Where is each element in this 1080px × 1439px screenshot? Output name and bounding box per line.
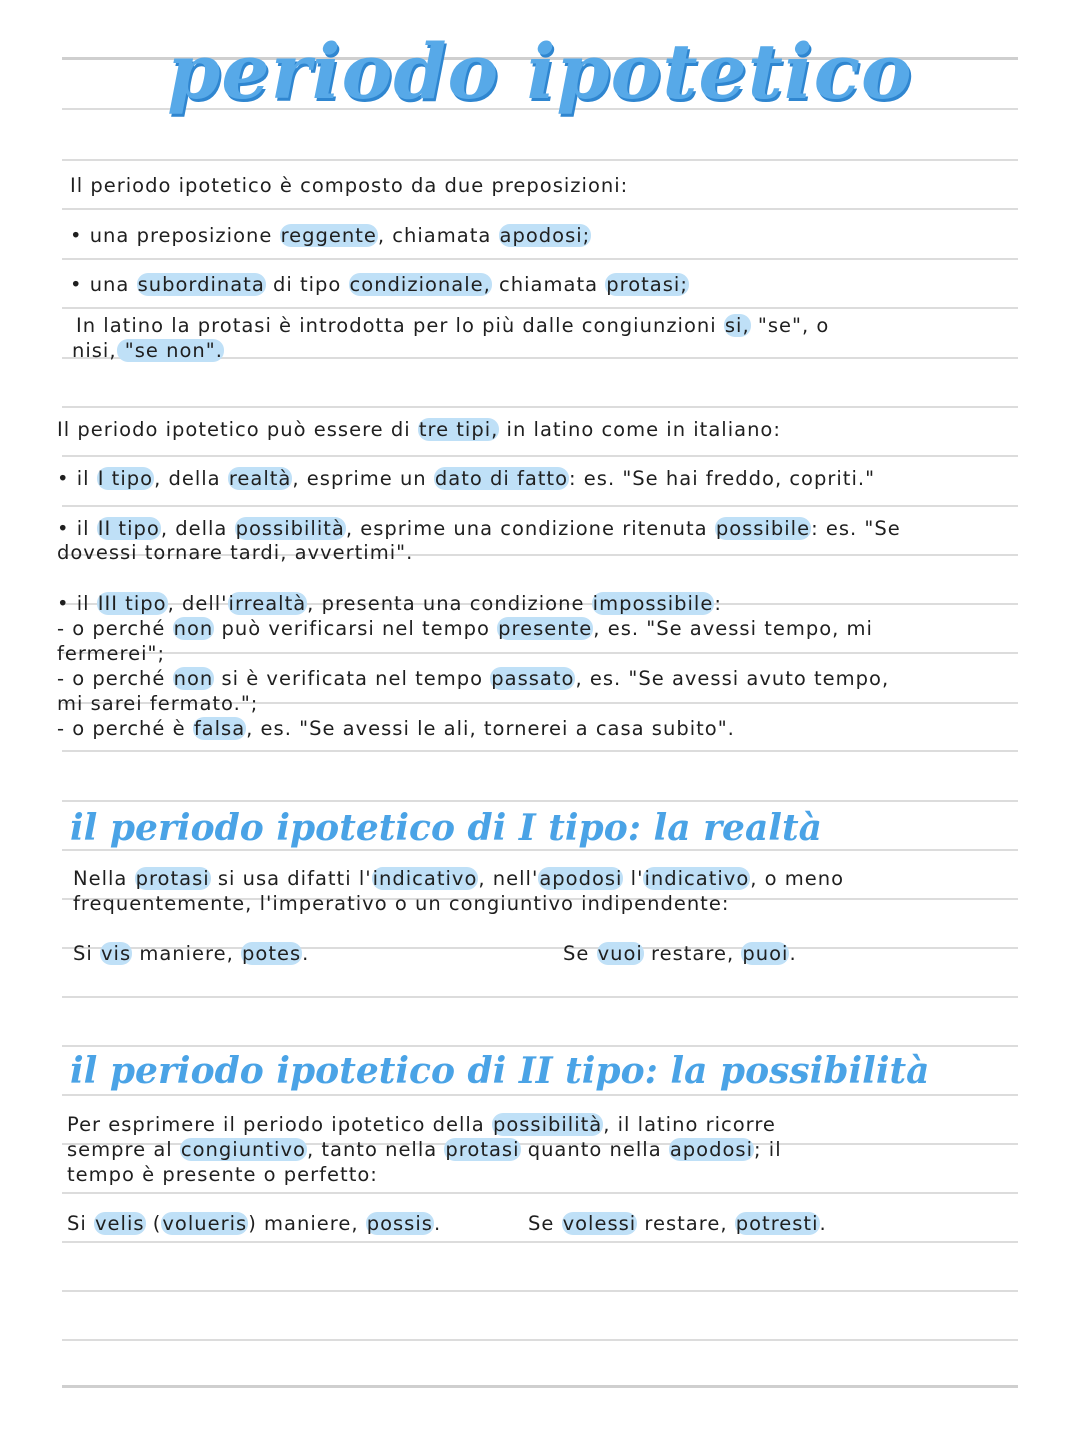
- text-segment: l': [623, 867, 644, 890]
- ruled-line: [62, 652, 1018, 654]
- types-intro: [57, 417, 781, 442]
- text-segment: .: [819, 1212, 827, 1235]
- ruled-line: [62, 258, 1018, 260]
- text-segment: , esprime un: [292, 467, 434, 490]
- ruled-line: [62, 1045, 1018, 1047]
- text-segment: , es. "Se avessi tempo, mi: [593, 617, 873, 640]
- text-segment: si usa difatti l': [210, 867, 372, 890]
- text-segment: "se", o: [750, 314, 830, 337]
- text-segment: , della: [160, 517, 235, 540]
- type-3-false: [57, 716, 735, 741]
- type-2-item-cont: dovessi tornare tardi, avvertimi".: [57, 541, 414, 564]
- ruled-line: [62, 1290, 1018, 1292]
- text-segment: chiamata: [491, 273, 606, 296]
- highlighted-term: reggente: [280, 224, 377, 247]
- text-segment: Se: [563, 942, 597, 965]
- highlighted-term: protasi: [135, 867, 210, 890]
- type-3-present: [57, 616, 873, 641]
- text-segment: ) maniere,: [248, 1212, 366, 1235]
- ruled-line: [62, 849, 1018, 851]
- highlighted-term: condizionale,: [349, 273, 491, 296]
- text-segment: , tanto nella: [306, 1138, 445, 1161]
- text-segment: , es. "Se avessi avuto tempo,: [575, 667, 890, 690]
- highlighted-term: possibilità: [235, 517, 345, 540]
- ruled-line: [62, 208, 1018, 210]
- highlighted-term: indicativo: [372, 867, 478, 890]
- text-segment: : es. "Se: [811, 517, 901, 540]
- example-latin-type-1: [73, 941, 309, 966]
- text-segment: , nell': [478, 867, 539, 890]
- highlighted-term: si,: [724, 314, 750, 337]
- text-segment: .: [302, 942, 310, 965]
- text-segment: quanto nella: [520, 1138, 669, 1161]
- section-1-paragraph: [73, 866, 844, 891]
- text-segment: , dell': [167, 592, 228, 615]
- text-segment: - o perché: [57, 617, 173, 640]
- text-segment: • una: [70, 273, 137, 296]
- type-3-past: [57, 666, 889, 691]
- text-segment: .: [433, 1212, 442, 1235]
- section-heading-type-1: il periodo ipotetico di I tipo: la realtà: [70, 807, 822, 849]
- highlighted-term: volueris: [162, 1212, 248, 1235]
- ruled-line: [62, 307, 1018, 309]
- type-3-past-cont: mi sarei fermato.";: [57, 692, 259, 715]
- highlighted-term: possis: [366, 1212, 433, 1235]
- text-segment: Se: [528, 1212, 562, 1235]
- highlighted-term: apodosi;: [499, 224, 591, 247]
- section-heading-type-2: il periodo ipotetico di II tipo: la possibilità: [70, 1050, 930, 1092]
- text-segment: , o meno: [750, 867, 845, 890]
- text-segment: in latino come in italiano:: [499, 418, 781, 441]
- highlighted-term: velis: [95, 1212, 145, 1235]
- text-segment: Per esprimere il periodo ipotetico della: [67, 1113, 492, 1136]
- ruled-line: [62, 996, 1018, 998]
- highlighted-term: tre tipi,: [418, 418, 499, 441]
- text-segment: , chiamata: [377, 224, 499, 247]
- ruled-line: [62, 800, 1018, 802]
- text-segment: :: [714, 592, 722, 615]
- text-segment: In latino la protasi è introdotta per lo più dalle congiunzioni: [76, 314, 724, 337]
- ruled-line: [62, 1241, 1018, 1243]
- highlighted-term: presente: [498, 617, 593, 640]
- intro-line: Il periodo ipotetico è composto da due preposizioni:: [70, 174, 629, 197]
- bullet-subordinata: [70, 272, 689, 297]
- text-segment: nisi,: [72, 339, 117, 362]
- example-latin-type-2: [67, 1211, 441, 1236]
- ruled-line: [62, 505, 1018, 507]
- intro-protasi-line-cont: [72, 338, 224, 363]
- highlighted-term: protasi;: [606, 273, 688, 296]
- section-2-paragraph-cont: [67, 1137, 782, 1162]
- section-2-paragraph-end: tempo è presente o perfetto:: [67, 1163, 378, 1186]
- highlighted-term: non: [173, 617, 214, 640]
- text-segment: sempre al: [67, 1138, 180, 1161]
- highlighted-term: passato: [491, 667, 575, 690]
- section-2-paragraph: [67, 1112, 776, 1137]
- highlighted-term: I tipo: [97, 467, 154, 490]
- highlighted-term: II tipo: [97, 517, 160, 540]
- highlighted-term: non: [173, 667, 214, 690]
- text-segment: , es. "Se avessi le ali, tornerei a casa subito".: [246, 717, 735, 740]
- highlighted-term: "se non".: [117, 339, 223, 362]
- section-1-paragraph-cont: frequentemente, l'imperativo o un congiuntivo indipendente:: [73, 892, 730, 915]
- example-italian-type-2: [528, 1211, 827, 1236]
- page-title: periodo ipotetico: [167, 27, 913, 116]
- highlighted-term: apodosi: [669, 1138, 754, 1161]
- highlighted-term: possibile: [715, 517, 811, 540]
- text-segment: : es. "Se hai freddo, copriti.": [569, 467, 876, 490]
- highlighted-term: realtà: [228, 467, 292, 490]
- text-segment: si è verificata nel tempo: [214, 667, 491, 690]
- text-segment: , il latino ricorre: [603, 1113, 776, 1136]
- type-2-item: [57, 516, 901, 541]
- ruled-line: [62, 406, 1018, 408]
- text-segment: ; il: [754, 1138, 782, 1161]
- text-segment: • il: [57, 592, 97, 615]
- text-segment: può verificarsi nel tempo: [214, 617, 498, 640]
- ruled-line: [62, 1339, 1018, 1341]
- highlighted-term: dato di fatto: [434, 467, 569, 490]
- highlighted-term: apodosi: [539, 867, 623, 890]
- highlighted-term: III tipo: [97, 592, 167, 615]
- highlighted-term: protasi: [445, 1138, 520, 1161]
- text-segment: di tipo: [265, 273, 349, 296]
- text-segment: , esprime una condizione ritenuta: [345, 517, 715, 540]
- highlighted-term: indicativo: [644, 867, 750, 890]
- text-segment: • una preposizione: [70, 224, 280, 247]
- highlighted-term: vis: [101, 942, 132, 965]
- highlighted-term: puoi: [742, 942, 789, 965]
- highlighted-term: falsa: [193, 717, 246, 740]
- example-italian-type-1: [563, 941, 797, 966]
- text-segment: • il: [57, 467, 97, 490]
- highlighted-term: irrealtà: [228, 592, 307, 615]
- highlighted-term: subordinata: [137, 273, 265, 296]
- ruled-line: [62, 1192, 1018, 1194]
- highlighted-term: volessi: [562, 1212, 637, 1235]
- text-segment: restare,: [643, 942, 742, 965]
- text-segment: , della: [154, 467, 228, 490]
- highlighted-term: congiuntivo: [180, 1138, 306, 1161]
- text-segment: , presenta una condizione: [307, 592, 592, 615]
- highlighted-term: possibilità: [492, 1113, 603, 1136]
- type-3-present-cont: fermerei";: [57, 642, 166, 665]
- ruled-line: [62, 455, 1018, 457]
- bullet-reggente: [70, 223, 591, 248]
- text-segment: - o perché: [57, 667, 173, 690]
- ruled-line: [62, 159, 1018, 161]
- intro-protasi-line: [76, 313, 829, 338]
- type-3-item: [57, 591, 722, 616]
- highlighted-term: impossibile: [592, 592, 714, 615]
- text-segment: .: [789, 942, 797, 965]
- text-segment: Il periodo ipotetico può essere di: [57, 418, 418, 441]
- text-segment: Nella: [73, 867, 135, 890]
- type-1-item: [57, 466, 875, 491]
- text-segment: (: [145, 1212, 162, 1235]
- highlighted-term: potes: [242, 942, 302, 965]
- text-segment: Si: [73, 942, 100, 965]
- text-segment: restare,: [637, 1212, 735, 1235]
- highlighted-term: vuoi: [597, 942, 643, 965]
- ruled-line: [62, 1385, 1018, 1388]
- ruled-line: [62, 1094, 1018, 1096]
- text-segment: Si: [67, 1212, 94, 1235]
- text-segment: maniere,: [132, 942, 242, 965]
- text-segment: • il: [57, 517, 97, 540]
- highlighted-term: potresti: [735, 1212, 819, 1235]
- ruled-line: [62, 750, 1018, 752]
- text-segment: - o perché è: [57, 717, 193, 740]
